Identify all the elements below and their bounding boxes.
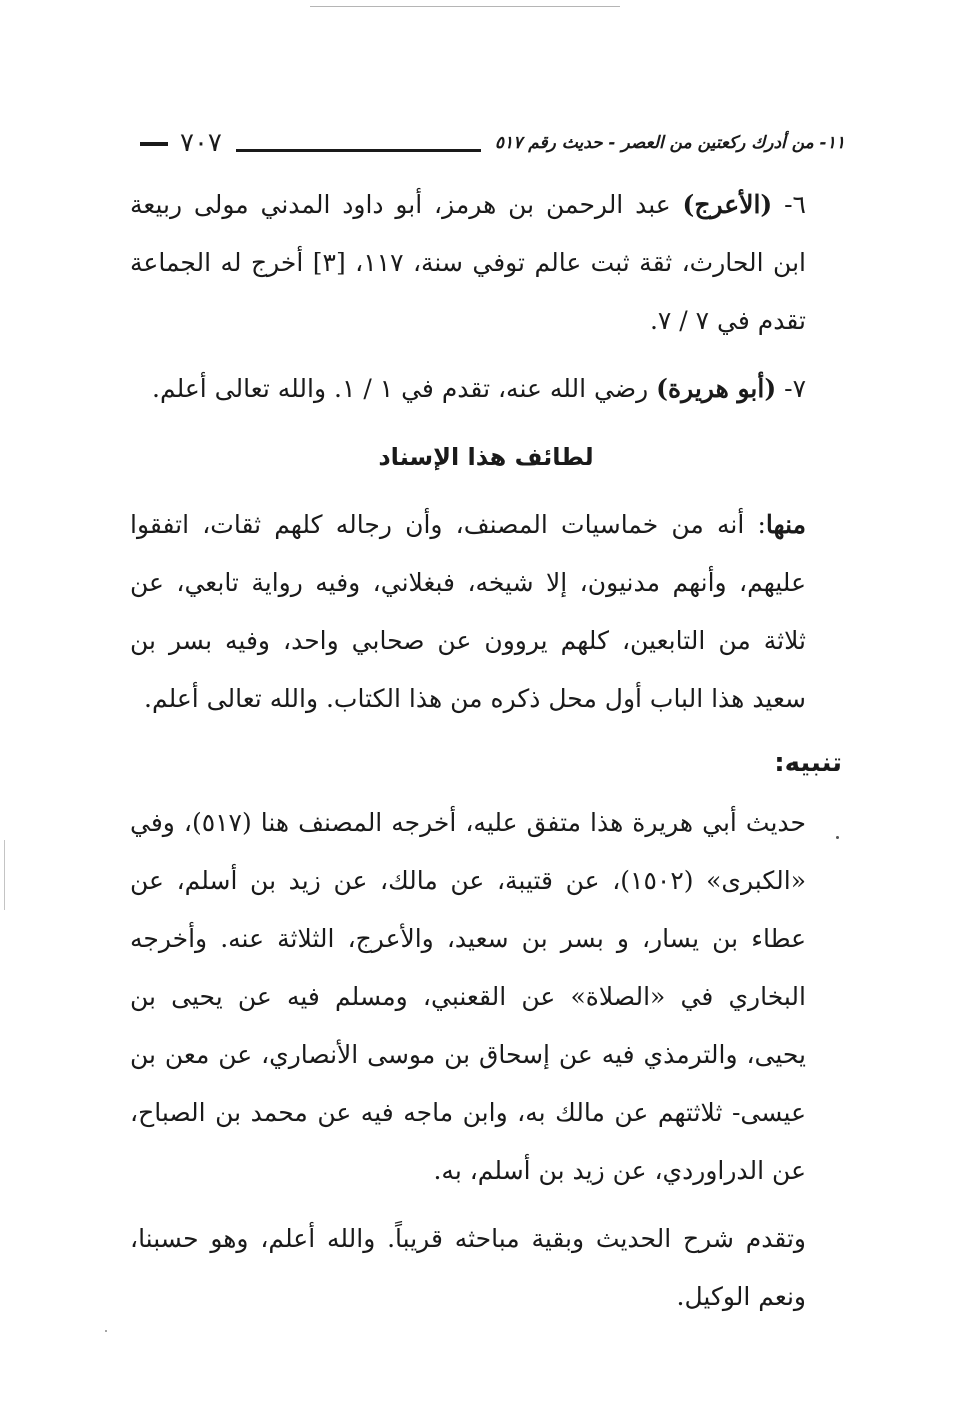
narrator-name: (الأعرج): [682, 190, 773, 219]
scan-speck: [105, 1330, 107, 1332]
subtleties-lead: منها: [765, 510, 806, 539]
page-number-text: ٧٠٧: [180, 128, 222, 158]
narrator-entry: [130, 176, 842, 350]
note-paragraph: وتقدم شرح الحديث وبقية مباحثه قريباً. والله أعلم، وهو حسبنا، ونعم الوكيل.: [130, 1224, 806, 1311]
section-heading: لطائف هذا الإسناد: [378, 443, 594, 471]
narrator-bio: عبد الرحمن بن هرمز، أبو داود المدني مولى ربيعة ابن الحارث، ثقة ثبت عالم توفي سنة، ١١٧، [٣] أخرج له الجماعة تقدم في ٧ / ٧.: [130, 190, 806, 335]
narrator-number: ٧-: [776, 374, 806, 403]
subtleties-paragraph: [130, 496, 842, 728]
note-paragraph: حديث أبي هريرة هذا متفق عليه، أخرجه المصنف هنا (٥١٧)، وفي «الكبرى» (١٥٠٢)، عن قتيبة، عن مالك، عن زيد بن أسلم، عن عطاء بن يسار، و بسر بن سعيد، والأعرج، الثلاثة عنه. وأخرجه البخاري في «الصلاة» عن القعنبي، ومسلم فيه عن يحيى بن يحيى، والترمذي فيه عن إسحاق بن موسى الأنصاري، عن معن بن عيسى- ثلاثتهم عن مالك به، وابن ماجه فيه عن محمد بن الصباح، عن الدراوردي، عن زيد بن أسلم، به.: [130, 808, 806, 1185]
page-header: [140, 118, 845, 168]
subtleties-text: : أنه من خماسيات المصنف، وأن رجاله كلهم ثقات، اتفقوا عليهم، وأنهم مدنيون، إلا شيخه، فبغلاني، وفيه رواية تابعي، عن ثلاثة من التابعين، كلهم يروون عن صحابي واحد، وفيه بسر بن سعيد هذا الباب أول محل ذكره من هذا الكتاب. والله تعالى أعلم.: [130, 510, 806, 713]
narrator-name: (أبو هريرة): [656, 374, 777, 403]
narrator-bio: رضي الله عنه، تقدم في ١ / ١. والله تعالى أعلم.: [152, 374, 657, 403]
narrator-entry: [130, 360, 842, 418]
header-rule: [236, 149, 481, 152]
page-body: [130, 176, 842, 1326]
page-number-dash: [140, 142, 168, 146]
scan-top-rule: [310, 6, 620, 7]
scan-margin-mark: [4, 840, 5, 910]
page-number: [140, 128, 222, 158]
narrator-number: ٦-: [772, 190, 806, 219]
note-heading: تنبيه:: [774, 748, 842, 778]
running-title: ١١- من أدرك ركعتين من العصر - حديث رقم ٥١٧: [494, 133, 845, 153]
